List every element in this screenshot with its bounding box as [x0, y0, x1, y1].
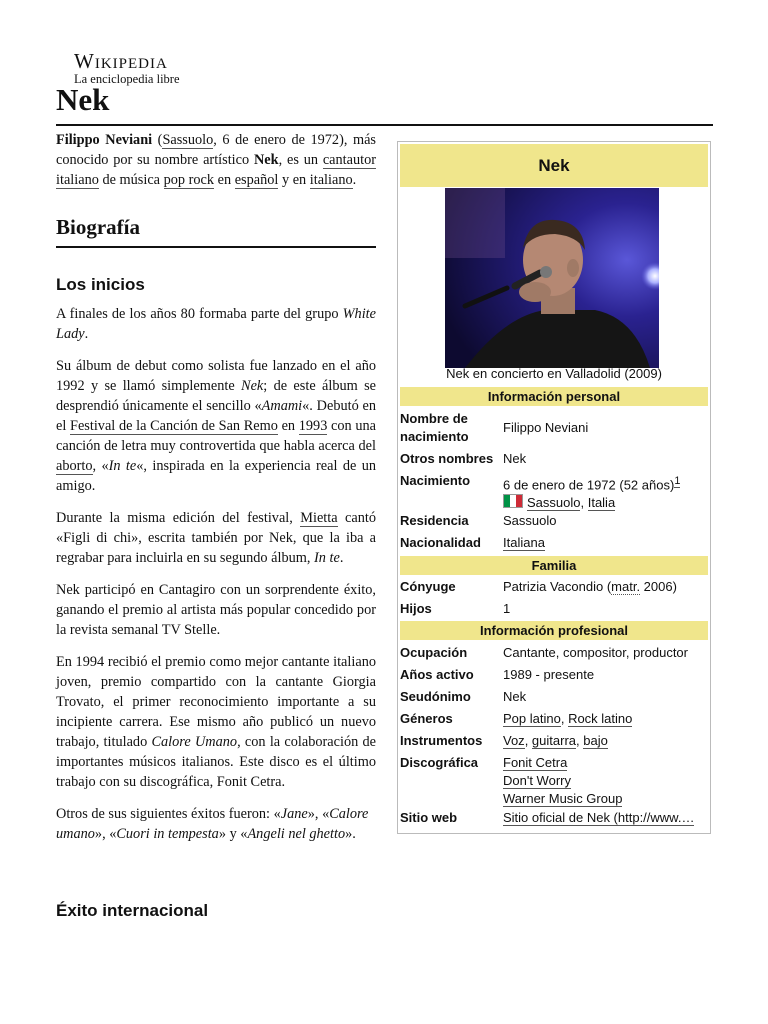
text: , con la colaboración de importantes músicos italianos. Este disco es el último trabajo con su discográfica, Fonit Cetra. — [56, 734, 377, 790]
value-nacimiento — [503, 472, 708, 512]
infobox-row-residencia — [400, 512, 708, 530]
infobox — [397, 141, 711, 834]
intro-paragraph — [56, 130, 376, 190]
separator: , — [524, 733, 532, 748]
link-rock-latino[interactable]: Rock latino — [568, 711, 633, 726]
artist-photo[interactable] — [445, 188, 659, 368]
label-hijos: Hijos — [400, 601, 432, 616]
text-italic: Nek — [241, 378, 264, 394]
spouse-name: Patrizia Vacondio ( — [503, 579, 612, 594]
text: . — [84, 326, 89, 342]
text: », « — [94, 826, 117, 842]
link-fonit-cetra[interactable]: Fonit Cetra — [503, 755, 568, 770]
paragraph-1994 — [56, 652, 376, 792]
link-italiana[interactable]: Italiana — [503, 535, 545, 550]
infobox-row-conyuge — [400, 578, 708, 596]
infobox-row-seudonimo — [400, 688, 708, 706]
infobox-header-personal: Información personal — [400, 387, 708, 406]
link-italiano-language[interactable]: italiano — [309, 172, 353, 188]
link-mietta[interactable]: Mietta — [300, 510, 338, 526]
text-italic: Cuori in tempesta — [116, 826, 219, 842]
infobox-row-ocupacion — [400, 644, 708, 662]
paragraph-mietta — [56, 508, 376, 568]
paragraph-debut — [56, 356, 376, 496]
value-otros: Nek — [503, 451, 527, 466]
intro-text: , es un — [278, 152, 323, 168]
photo-caption: Nek en concierto en Valladolid (2009) — [446, 366, 662, 381]
label-anos: Años activo — [400, 667, 474, 682]
infobox-row-nombre — [400, 410, 708, 446]
value-instrumentos — [503, 732, 708, 750]
separator: , — [560, 711, 569, 726]
label-residencia: Residencia — [400, 513, 469, 528]
separator: , — [576, 733, 584, 748]
link-guitarra[interactable]: guitarra — [531, 733, 576, 748]
text: » y « — [218, 826, 248, 842]
label-nacionalidad: Nacionalidad — [400, 535, 481, 550]
text: ». — [345, 826, 356, 842]
link-sassuolo-infobox[interactable]: Sassuolo — [527, 495, 581, 511]
spouse-year: 2006) — [640, 579, 677, 594]
intro-text: . — [352, 172, 357, 188]
intro-text: en — [214, 172, 235, 188]
infobox-title: Nek — [400, 144, 708, 187]
article-body — [56, 128, 376, 856]
infobox-row-anos — [400, 666, 708, 684]
text: ; de este álbum se desprendió únicamente el sencillo « — [56, 378, 377, 414]
text-italic: Angeli nel ghetto — [247, 826, 346, 842]
text: «. Debutó en el — [56, 398, 376, 434]
page-title: Nek — [56, 82, 110, 117]
value-discografica — [503, 754, 708, 808]
value-generos — [503, 710, 708, 728]
link-dont-worry[interactable]: Don't Worry — [503, 773, 571, 788]
label-otros: Otros nombres — [400, 451, 494, 466]
label-discografica: Discográfica — [400, 755, 479, 770]
intro-stage-name: Nek — [253, 152, 279, 168]
link-pop-latino[interactable]: Pop latino — [503, 711, 561, 726]
text: con una canción de letra muy controvertida que habla acerca del — [56, 418, 376, 454]
text: Durante la misma edición del festival, — [56, 510, 301, 526]
link-sitio-oficial[interactable]: Sitio oficial de Nek (http://www.… — [503, 810, 695, 825]
link-espanol[interactable]: español — [234, 172, 279, 188]
infobox-header-familia: Familia — [400, 556, 708, 575]
intro-text: y en — [278, 172, 310, 188]
abbr-matrimonio[interactable]: matr. — [611, 579, 641, 594]
text-italic: Amami — [261, 398, 303, 414]
separator: , — [580, 495, 588, 511]
infobox-header-profesional: Información profesional — [400, 621, 708, 640]
text: Otros de sus siguientes éxitos fueron: « — [56, 806, 281, 822]
italy-flag-icon — [503, 494, 523, 508]
link-italia[interactable]: Italia — [587, 495, 616, 511]
link-bajo[interactable]: bajo — [583, 733, 608, 748]
infobox-row-hijos — [400, 600, 708, 618]
label-generos: Géneros — [400, 711, 453, 726]
text: en — [277, 418, 299, 434]
label-ocupacion: Ocupación — [400, 645, 468, 660]
paragraph-cantagiro: Nek participó en Cantagiro con un sorprendente éxito, ganando el premio al artista más popular concedido por la revista semanal TV Stelle. — [56, 582, 376, 638]
reference-1[interactable]: 1 — [674, 475, 681, 487]
text-italic: In te — [314, 550, 340, 566]
subsection-heading-inicios: Los inicios — [56, 275, 145, 294]
infobox-row-nacimiento — [400, 472, 708, 511]
subsection-heading-exito: Éxito internacional — [56, 901, 209, 920]
logo-wordmark: Wikipedia — [74, 49, 168, 73]
paragraph-exitos — [56, 804, 376, 844]
link-voz[interactable]: Voz — [503, 733, 525, 748]
text: Su álbum de debut como solista fue lanzado en el año 1992 y se llamó simplemente — [56, 358, 376, 394]
value-residencia: Sassuolo — [503, 513, 557, 528]
title-divider — [56, 124, 713, 126]
label-nombre: Nombre de nacimiento — [400, 411, 469, 444]
text: «, inspirada en la experiencia real de un amigo. — [56, 458, 376, 494]
infobox-row-otros — [400, 450, 708, 468]
link-1993[interactable]: 1993 — [298, 418, 328, 434]
text: cantó «Figli di chi», escrita también por Nek, que la iba a regrabar para incluirla en su segundo álbum, — [56, 510, 376, 566]
intro-text: , 6 de enero de 1972), más conocido por su nombre artístico — [56, 132, 376, 168]
text-italic: Calore umano — [56, 806, 369, 842]
value-seudonimo: Nek — [503, 689, 527, 704]
infobox-row-discografica — [400, 754, 708, 808]
paragraph-white-lady — [56, 304, 376, 344]
label-web: Sitio web — [400, 810, 458, 825]
link-italiano[interactable]: italiano — [56, 172, 99, 188]
value-nombre: Filippo Neviani — [503, 420, 589, 435]
text: . — [339, 550, 344, 566]
text-italic: Calore Umano — [151, 734, 238, 750]
logo-tagline: La enciclopedia libre — [74, 72, 180, 86]
label-seudonimo: Seudónimo — [400, 689, 471, 704]
link-aborto[interactable]: aborto — [56, 458, 93, 474]
text: A finales de los años 80 formaba parte del grupo — [56, 306, 343, 322]
text-italic: Jane — [280, 806, 308, 822]
value-conyuge — [503, 578, 708, 596]
section-heading-biografia: Biografía — [56, 212, 376, 248]
intro-name: Filippo Neviani — [56, 132, 153, 148]
birth-date: 6 de enero de 1972 (52 años) — [503, 477, 675, 493]
text: , « — [92, 458, 109, 474]
link-warner-music-group[interactable]: Warner Music Group — [503, 791, 623, 806]
value-hijos: 1 — [503, 601, 511, 616]
value-anos: 1989 - presente — [503, 667, 595, 682]
text: En 1994 recibió el premio como mejor cantante italiano joven, premio compartido con la cantante Giorgia Trovato, el primer reconocimiento importante a su incipiente carrera. Ese mismo año publicó un nuevo trabajo, titulado — [56, 654, 376, 750]
infobox-row-generos — [400, 710, 708, 728]
intro-text: de música — [98, 172, 164, 188]
infobox-row-instrumentos — [400, 732, 708, 750]
infobox-row-web — [400, 809, 708, 827]
link-cantautor[interactable]: cantautor — [322, 152, 376, 168]
artist-photo-image — [445, 188, 659, 368]
link-festival-san-remo[interactable]: Festival de la Canción de San Remo — [70, 418, 278, 434]
text-italic: White Lady — [56, 306, 376, 342]
label-instrumentos: Instrumentos — [400, 733, 483, 748]
link-sassuolo[interactable]: Sassuolo — [162, 132, 214, 148]
link-pop-rock[interactable]: pop rock — [163, 172, 215, 188]
intro-text: ( — [152, 132, 163, 148]
value-ocupacion: Cantante, compositor, productor — [503, 645, 688, 660]
label-conyuge: Cónyuge — [400, 579, 456, 594]
text: », « — [307, 806, 330, 822]
label-nacimiento: Nacimiento — [400, 473, 471, 488]
text-italic: In te — [108, 458, 137, 474]
infobox-row-nacionalidad — [400, 534, 708, 552]
